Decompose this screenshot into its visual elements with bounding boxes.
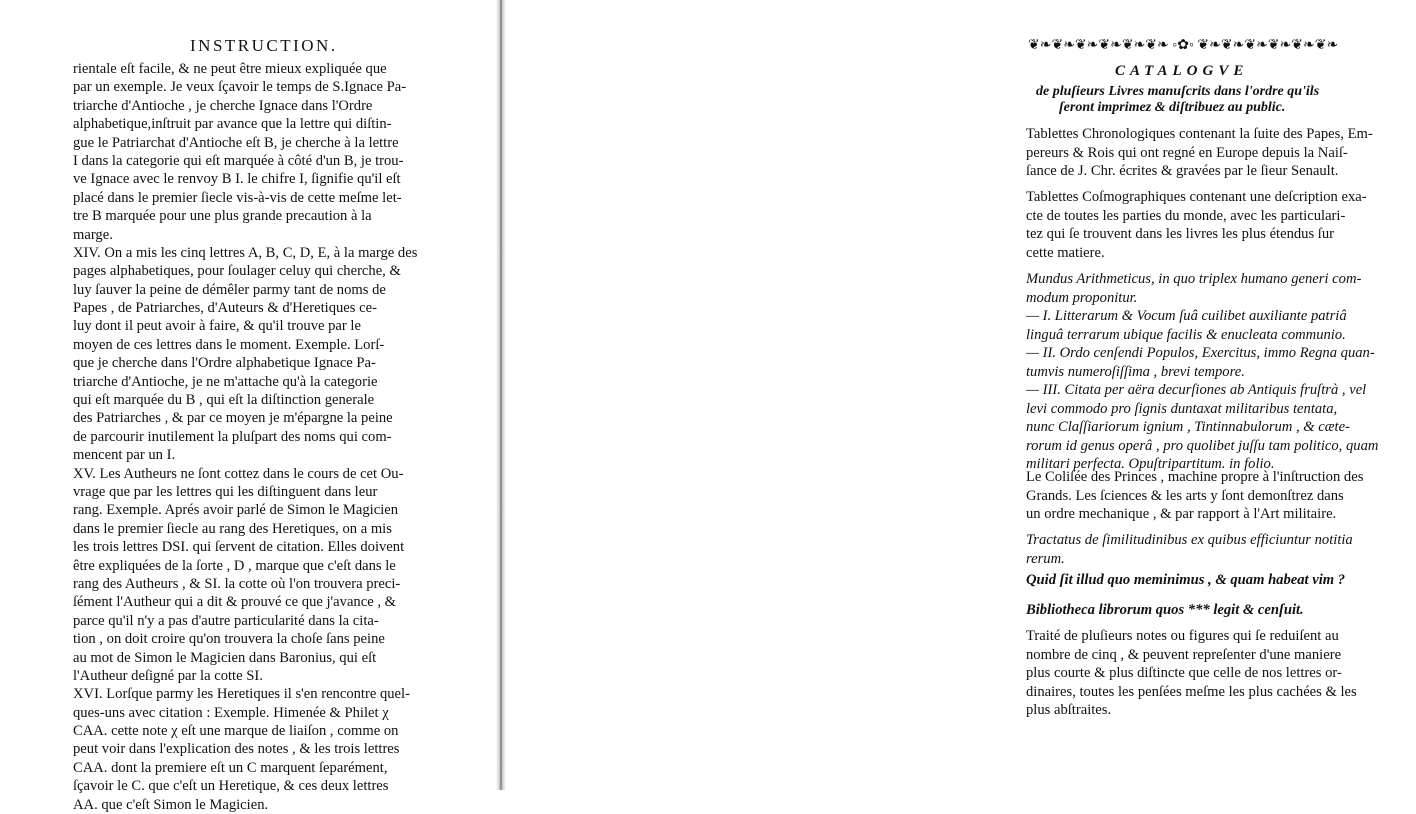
entry-line: Quid ſit illud quo meminimus , & quam habeat vim ? — [1026, 572, 1346, 588]
entry-line: militari perfecta. Opuſtripartitum. in folio. — [1026, 456, 1275, 472]
text-line: qui eſt marquée du B , qui eſt la diſtinction generale — [73, 392, 375, 409]
text-line: de parcourir inutilement la pluſpart des noms qui com- — [73, 428, 392, 445]
text-line: dans le premier ſiecle au rang des Heretiques, on a mis — [73, 520, 392, 537]
text-line: les trois lettres DSI. qui ſervent de citation. Elles doivent — [73, 539, 405, 556]
entry-line: rorum id genus operâ , pro quolibet juſſu tam politico, quam — [1026, 437, 1379, 454]
entry-line: Mundus Arithmeticus, in quo triplex humano generi com- — [1026, 271, 1362, 287]
text-line: rientale eſt facile, & ne peut être mieux expliquée que — [73, 61, 387, 77]
catalogue-entry — [1026, 627, 1416, 720]
entry-line: Grands. Les ſciences & les arts y ſont demonſtrez dans — [1026, 487, 1344, 504]
text-line: placé dans le premier ſiecle vis-à-vis de cette meſme let- — [73, 189, 402, 206]
text-line: gue le Patriarchat d'Antioche eſt B, je cherche à la lettre — [73, 134, 399, 151]
text-line: que je cherche dans l'Ordre alphabetique Ignace Pa- — [73, 355, 376, 372]
text-line: ques-uns avec citation : Exemple. Himenée & Philet χ — [73, 704, 389, 721]
text-line: par un exemple. Je veux ſçavoir le temps de S.Ignace Pa- — [73, 79, 407, 96]
text-line: parce qu'il n'y a pas d'autre particularité dans la cita- — [73, 612, 379, 629]
text-line: AA. que c'eſt Simon le Magicien. — [73, 796, 269, 813]
text-line: alphabetique,inſtruit par avance que la lettre qui diſtin- — [73, 116, 392, 133]
text-line: triarche d'Antioche, je ne m'attache qu'à la categorie — [73, 373, 378, 390]
entry-line: — I. Litterarum & Vocum ſuâ cuilibet auxiliante patriâ — [1026, 308, 1347, 324]
text-line: ſçavoir le C. que c'eſt un Heretique, & ces deux lettres — [73, 778, 389, 795]
entry-line: plus courte & plus diſtincte que celle de nos lettres or- — [1026, 665, 1342, 681]
catalogue-entry — [1026, 571, 1416, 590]
text-line: XIV. On a mis les cinq lettres A, B, C, D, E, à la marge des — [73, 244, 418, 261]
text-line: pages alphabetiques, pour ſoulager celuy qui cherche, & — [73, 263, 401, 280]
text-line: marge. — [73, 226, 113, 243]
text-line: tion , on doit croire qu'on trouvera la choſe ſans peine — [73, 631, 385, 648]
text-line: vrage que par les lettres qui les diſtinguent dans leur — [73, 483, 378, 500]
entry-line: dinaires, toutes les penſées meſme les plus cachées & les — [1026, 683, 1357, 700]
entry-line: ſance de J. Chr. écrites & gravées par le ſieur Senault. — [1026, 163, 1339, 179]
entry-line: nombre de cinq , & peuvent repreſenter d'une maniere — [1026, 646, 1342, 663]
entry-line: tez qui ſe trouvent dans les livres les plus étendus ſur — [1026, 226, 1335, 242]
catalogue-subtitle-line: ſeront imprimez & diſtribuez au public. — [1059, 100, 1286, 115]
entry-line: tumvis numeroſiſſima , brevi tempore. — [1026, 363, 1245, 380]
text-line: peut voir dans l'explication des notes , & les trois lettres — [73, 741, 400, 758]
text-line: triarche d'Antioche , je cherche Ignace dans l'Ordre — [73, 97, 373, 114]
catalogue-entry — [1026, 601, 1416, 620]
catalogue-subtitle-line: de pluſieurs Livres manuſcrits dans l'ordre qu'ils — [1036, 84, 1320, 99]
entry-line: rerum. — [1026, 550, 1065, 567]
entry-line: Tablettes Coſmographiques contenant une deſcription exa- — [1026, 189, 1367, 205]
entry-line: modum proponitur. — [1026, 289, 1138, 306]
headpiece-ornament: ❦❧❦❧❦❧❦❧❦❧❦❧ ◦✿◦ ❦❧❦❧❦❧❦❧❦❧❦❧ — [1028, 38, 1339, 53]
text-line: CAA. cette note χ eſt une marque de liaiſon , comme on — [73, 723, 399, 740]
right-page — [503, 0, 1379, 790]
entry-line: levi commodo pro ſignis duntaxat militaribus tentata, — [1026, 400, 1338, 417]
text-line: luy dont il peut avoir à faire, & qu'il trouve par le — [73, 318, 361, 335]
entry-line: cte de toutes les parties du monde, avec les particulari- — [1026, 207, 1346, 224]
entry-line: pereurs & Rois qui ont regné en Europe depuis la Naiſ- — [1026, 144, 1348, 161]
text-line: être expliquées de la ſorte , D , marque que c'eſt dans le — [73, 557, 396, 574]
catalogue-entry — [1026, 468, 1416, 524]
entry-line: Tractatus de ſimilitudinibus ex quibus efficiuntur notitia — [1026, 532, 1353, 548]
text-line: rang des Autheurs , & SI. la cotte où l'on trouvera preci- — [73, 575, 401, 592]
left-page-text — [73, 60, 459, 814]
entry-line: — II. Ordo cenſendi Populos, Exercitus, immo Regna quan- — [1026, 345, 1375, 361]
left-page — [0, 0, 497, 813]
text-line: mencent par un I. — [73, 447, 176, 464]
text-line: des Patriarches , & par ce moyen je m'épargne la peine — [73, 410, 393, 427]
catalogue-entry — [1026, 188, 1416, 262]
text-line: XV. Les Autheurs ne ſont cottez dans le cours de cet Ou- — [73, 465, 404, 482]
catalogue-entry — [1026, 125, 1416, 181]
text-line: moyen de ces lettres dans le moment. Exemple. Lorſ- — [73, 336, 385, 353]
entry-line: un ordre mechanique , & par rapport à l'Art militaire. — [1026, 506, 1337, 522]
text-line: Papes , de Patriarches, d'Auteurs & d'Heretiques ce- — [73, 300, 377, 317]
catalogue-entry — [1026, 270, 1416, 474]
entry-line: linguâ terrarum ubique facilis & enucleata communio. — [1026, 326, 1346, 343]
entry-line: plus abſtraites. — [1026, 702, 1112, 718]
entry-line: Le Coliſée des Princes , machine propre à l'inſtruction des — [1026, 469, 1364, 485]
text-line: ſément l'Autheur qui a dit & prouvé ce que j'avance , & — [73, 594, 396, 611]
entry-line: — III. Citata per aëra decurſiones ab Antiquis fruſtrà , vel — [1026, 382, 1367, 398]
text-line: I dans la categorie qui eſt marquée à côté d'un B, je trou- — [73, 152, 404, 169]
text-line: l'Autheur deſigné par la cotte SI. — [73, 667, 263, 684]
text-line: luy ſauver la peine de démêler parmy tant de noms de — [73, 281, 386, 298]
text-line: CAA. dont la premiere eſt un C marquent ſeparément, — [73, 759, 388, 776]
entry-line: nunc Claſſiariorum ignium , Tintinnabulorum , & cæte- — [1026, 419, 1350, 435]
entry-line: Traité de pluſieurs notes ou figures qui ſe reduiſent au — [1026, 628, 1339, 644]
catalogue-title: CATALOGVE — [1115, 63, 1249, 79]
catalogue-entry — [1026, 531, 1416, 568]
text-line: XVI. Lorſque parmy les Heretiques il s'en rencontre quel- — [73, 686, 410, 703]
text-line: ve Ignace avec le renvoy B I. le chifre I, ſignifie qu'il eſt — [73, 171, 401, 188]
running-head: INSTRUCTION. — [190, 36, 338, 55]
text-line: rang. Exemple. Aprés avoir parlé de Simon le Magicien — [73, 502, 399, 519]
entry-line: Tablettes Chronologiques contenant la ſuite des Papes, Em- — [1026, 126, 1373, 142]
entry-line: cette matiere. — [1026, 244, 1105, 261]
entry-line: Bibliotheca librorum quos *** legit & cenſuit. — [1026, 602, 1304, 618]
text-line: tre B marquée pour une plus grande precaution à la — [73, 208, 372, 225]
text-line: au mot de Simon le Magicien dans Baronius, qui eſt — [73, 649, 377, 666]
